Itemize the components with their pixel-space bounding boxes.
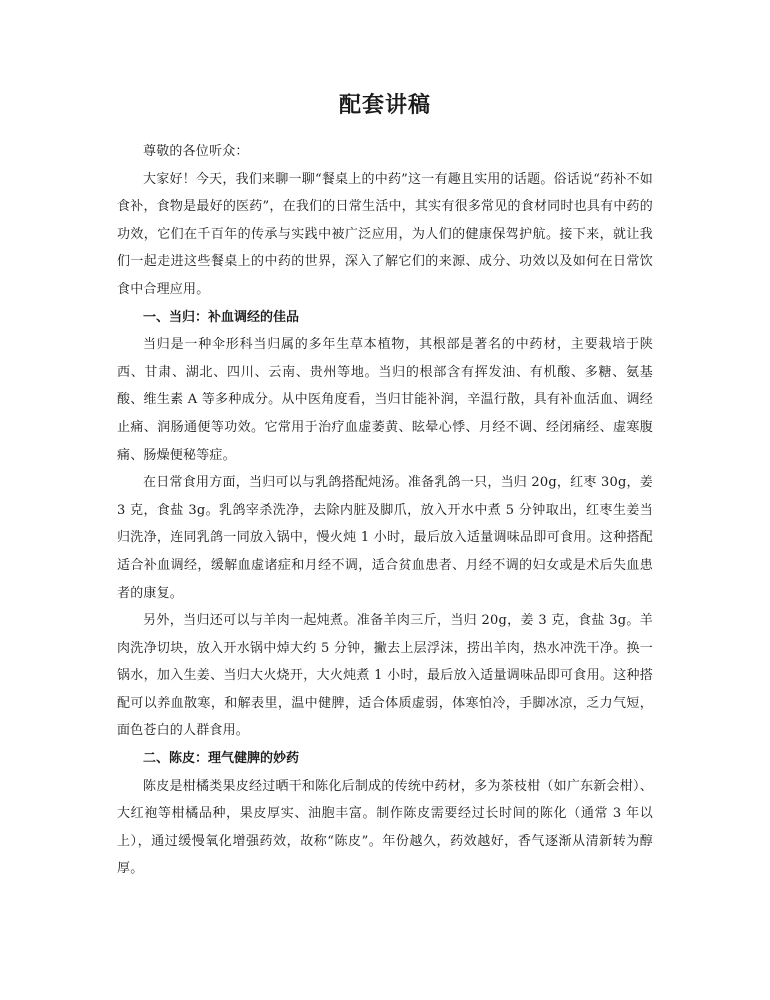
document-page [117, 88, 653, 883]
salutation: 尊敬的各位听众： [143, 144, 249, 159]
section-heading-chenpi: 二、陈皮：理气健脾的妙药 [143, 751, 300, 767]
document-title: 配套讲稿 [338, 92, 431, 118]
intro-paragraph: 大家好！今天，我们来聊一聊“餐桌上的中药”这一有趣且实用的话题。俗话说“药补不如食补，食物是最好的医药”，在我们的日常生活中，其实有很多常见的食材同时也具有中药的功效，它们在千百年的传承与实践中被广泛应用，为人们的健康保驾护航。接下来，就让我们一起走进这些餐桌上的中药的世界，深入了解它们的来源、成分、功效以及如何在日常饮食中合理应用。 [117, 171, 653, 297]
section-heading-danggui: 一、当归：补血调经的佳品 [143, 309, 300, 325]
section-paragraph: 当归是一种伞形科当归属的多年生草本植物，其根部是著名的中药材，主要栽培于陕西、甘肃、湖北、四川、云南、贵州等地。当归的根部含有挥发油、有机酸、多糖、氨基酸、维生素 A 等多种成分。从中医角度看，当归甘能补润，辛温行散，具有补血活血、调经止痛、润肠通便等功效。它常用于治疗血虚萎黄、眩晕心悸、月经不调、经闭痛经、虚寒腹痛、肠燥便秘等症。 [117, 337, 653, 463]
section-paragraph: 在日常食用方面，当归可以与乳鸽搭配炖汤。准备乳鸽一只，当归 20g，红枣 30g，姜 3 克，食盐 3g。乳鸽宰杀洗净，去除内脏及脚爪，放入开水中煮 5 分钟取出，红枣生姜当归洗净，连同乳鸽一同放入锅中，慢火炖 1 小时，最后放入适量调味品即可食用。这种搭配适合补血调经，缓解血虚诸症和月经不调，适合贫血患者、月经不调的妇女或是术后失血患者的康复。 [117, 475, 653, 601]
section-paragraph: 另外，当归还可以与羊肉一起炖煮。准备羊肉三斤，当归 20g，姜 3 克，食盐 3g。羊肉洗净切块，放入开水锅中焯大约 5 分钟，撇去上层浮沫，捞出羊肉，热水冲洗干净。换一锅水，加入生姜、当归大火烧开，大火炖煮 1 小时，最后放入适量调味品即可食用。这种搭配可以养血散寒，和解表里，温中健脾，适合体质虚弱，体寒怕冷，手脚冰凉，乏力气短，面色苍白的人群食用。 [117, 613, 653, 739]
section-paragraph: 陈皮是柑橘类果皮经过晒干和陈化后制成的传统中药材，多为茶枝柑（如广东新会柑）、大红袍等柑橘品种，果皮厚实、油胞丰富。制作陈皮需要经过长时间的陈化（通常 3 年以上），通过缓慢氧化增强药效，故称“陈皮”。年份越久，药效越好，香气逐渐从清新转为醇厚。 [117, 778, 653, 877]
